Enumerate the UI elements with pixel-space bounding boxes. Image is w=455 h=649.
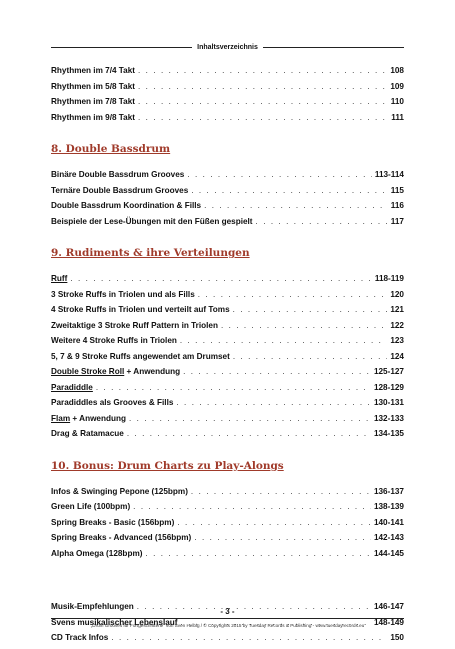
toc-label-underlined: Double Stroke Roll [51,367,125,376]
toc-row [51,66,404,82]
toc-label-underlined: Flam [51,413,71,423]
leader-dots [111,633,387,642]
toc-row [51,429,404,445]
toc-page: 113-114 [374,170,404,179]
spacer [51,564,404,602]
header-rule-right [263,47,404,48]
toc-page: 138-139 [373,502,404,511]
toc-row [51,186,404,202]
toc-row [51,383,404,399]
toc-label: Ternäre Double Bassdrum Grooves [51,185,189,195]
toc-label [51,429,124,438]
toc-page: 110 [390,97,404,106]
toc-label: Green Life (100bpm) [51,502,131,511]
toc-label [51,290,195,299]
leader-dots [176,398,371,407]
toc-page: 123 [390,336,404,345]
leader-dots [198,290,388,299]
toc-label-rest: 4 Stroke Ruffs in Triolen und verteilt auf Toms [51,305,230,314]
toc-page: 144-145 [373,548,404,558]
toc-label: Beispiele der Lese-Übungen mit den Füßen gespielt [51,216,253,226]
toc-group-s8 [51,170,404,232]
toc-page: 148-149 [373,617,404,627]
leader-dots [204,201,388,210]
toc-row [51,290,404,306]
toc-label: Rhythmen im 9/8 Takt [51,112,136,122]
toc-page: 124 [390,351,404,361]
header-title: Inhaltsverzeichnis [197,43,258,51]
section-title-9: 9. Rudiments & ihre Verteilungen [51,247,250,259]
toc-label [51,274,67,283]
leader-dots [233,305,388,314]
toc-group-top [51,66,404,128]
leader-dots [177,518,371,527]
toc-page: 128-129 [373,382,404,392]
leader-dots [233,352,388,361]
toc-page: 120 [390,289,404,299]
leader-dots [70,274,371,283]
toc-label: Spring Breaks - Advanced (156bpm) [51,533,192,542]
toc-row [51,352,404,368]
toc-row [51,367,404,383]
footer-rule [51,618,404,619]
leader-dots [256,217,388,226]
toc-page: 146-147 [373,602,404,611]
toc-page: 122 [390,320,404,330]
leader-dots [138,97,388,106]
toc-label [51,367,180,376]
leader-dots [180,336,387,345]
toc-page: 132-133 [373,413,404,423]
leader-dots [127,429,371,438]
toc-page: 111 [391,112,404,122]
toc-label: Svens musikalischer Lebenslauf [51,617,178,627]
toc-row [51,487,404,503]
toc-label: Infos & Swinging Pepone (125bpm) [51,486,188,496]
toc-label-underlined: Paradiddle [51,382,93,392]
toc-label-rest: Weitere 4 Stroke Ruffs in Triolen [51,336,177,345]
leader-dots [138,113,388,122]
toc-row [51,97,404,113]
toc-label-rest: + Anwendung [124,367,181,376]
toc-label [51,305,230,314]
toc-page: 108 [390,66,404,75]
leader-dots [96,383,371,392]
toc-label: Rhythmen im 7/4 Takt [51,66,136,75]
toc-page: 136-137 [373,486,404,496]
leader-dots [191,186,388,195]
page-header [51,40,404,54]
toc-page: 117 [390,216,404,226]
toc-page: 118-119 [374,274,404,283]
leader-dots [145,549,370,558]
toc-label-rest: 5, 7 & 9 Stroke Ruffs angewendet am Drumset [51,351,230,361]
page-number: - 3 - [220,607,235,616]
toc-page: 109 [390,81,404,91]
toc-row [51,82,404,98]
header-rule-left [51,47,192,48]
toc-label-rest: Drag & Ratamacue [51,429,124,438]
toc-row [51,414,404,430]
toc-label [51,352,230,361]
toc-page: 142-143 [373,533,404,542]
toc-label [51,398,173,407]
toc-row [51,502,404,518]
toc-label-rest: Paradiddles als Grooves & Fills [51,398,174,407]
toc-row [51,549,404,565]
leader-dots [133,502,371,511]
toc-label: Double Bassdrum Koordination & Fills [51,201,202,210]
toc-row [51,305,404,321]
toc-label: Binäre Double Bassdrum Grooves [51,170,185,179]
toc-label: CD Track Infos [51,633,109,642]
toc-row [51,274,404,290]
toc-label [51,414,126,423]
toc-label-rest: Zweitaktige 3 Stroke Ruff Pattern in Triolen [51,320,218,330]
toc-label: Spring Breaks - Basic (156bpm) [51,517,175,527]
toc-label-underlined: Ruff [51,274,68,283]
toc-page: 134-135 [373,429,404,438]
toc-group-s10 [51,487,404,565]
toc-row [51,113,404,129]
toc-page: 115 [390,185,404,195]
toc-page: 121 [390,305,404,314]
toc-row [51,217,404,233]
leader-dots [183,367,371,376]
section-title-10: 10. Bonus: Drum Charts zu Play-Alongs [51,459,284,472]
toc-label: Rhythmen im 7/8 Takt [51,97,136,106]
toc-page: 130-131 [373,398,404,407]
toc-row [51,170,404,186]
toc-page: 116 [390,201,404,210]
toc-row [51,533,404,549]
leader-dots [194,533,371,542]
toc-group-s9 [51,274,404,445]
toc-row [51,633,404,649]
toc-label [51,336,177,345]
toc-label [51,383,93,392]
section-title-8: 8. Double Bassdrum [51,143,171,155]
toc-row [51,398,404,414]
toc-label-rest: 3 Stroke Ruffs in Triolen und als Fills [51,289,195,299]
toc-row [51,201,404,217]
leader-dots [129,414,371,423]
toc-row [51,321,404,337]
toc-page: 125-127 [373,367,404,376]
toc-label-rest: + Anwendung [70,413,126,423]
footer-copyright: „Drum Grooves für Fortgeschrittene“ von Sven Helbig / © Copyrights 2015 by Tuesday Records & Publishing - www.tuesdayrecords.eu [90,623,365,628]
toc-label: Rhythmen im 5/8 Takt [51,81,136,91]
leader-dots [138,82,387,91]
leader-dots [138,66,387,75]
toc-row [51,518,404,534]
toc-label: Alpha Omega (128bpm) [51,548,143,558]
leader-dots [221,321,387,330]
toc-content [51,66,404,649]
toc-page: 140-141 [373,517,404,527]
toc-page: 150 [390,633,404,642]
leader-dots [187,170,372,179]
toc-label [51,321,218,330]
toc-label: Musik-Empfehlungen [51,602,134,611]
leader-dots [191,487,371,496]
toc-row [51,336,404,352]
